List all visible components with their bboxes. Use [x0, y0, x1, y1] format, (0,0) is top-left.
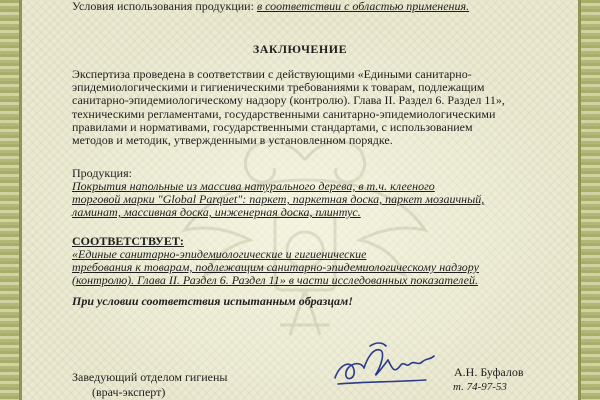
terms-label: Условия использования продукции: [72, 0, 254, 13]
terms-of-use-line [72, 0, 542, 13]
expertise-paragraph [72, 68, 523, 147]
condition-note: При условии соответствия испытанным образцам! [72, 294, 353, 308]
product-line: ламинат, массивная доска, инженерная доска, плинтус. [72, 205, 361, 219]
expertise-line: методов и методик, утвержденными в установленном порядке. [72, 133, 393, 148]
signatory-name: А.Н. Буфалов [454, 365, 524, 379]
conforms-label: СООТВЕТСТВУЕТ: [72, 234, 184, 248]
conforms-line: требования к товарам, подлежащим санитарно-эпидемиологическому надзору [72, 260, 479, 274]
expertise-line: Экспертиза проведена в соответствии с действующими «Едиными санитарно- [72, 67, 472, 81]
terms-value: в соответствии с областью применения. [256, 0, 470, 13]
product-line: торговой марки "Global Parquet": паркет, паркетная доска, паркет мозаичный, [72, 192, 485, 206]
expertise-line: санитарно-эпидемиологическому надзору (контролю). Глава II. Раздел 6. Раздел 11», [72, 93, 505, 108]
signatory-position-role: (врач-эксперт) [92, 385, 166, 399]
conforms-block [72, 235, 502, 287]
right-ornamental-border [578, 0, 600, 400]
signatory-position: Заведующий отделом гигиены [72, 370, 228, 384]
product-label: Продукция: [72, 166, 132, 180]
product-block [72, 167, 512, 219]
conforms-line: (контролю). Глава II. Раздел 6. Раздел 11» в части исследованных показателей. [72, 273, 478, 287]
expertise-line: правилами и нормативами, государственными стандартами, с использованием [72, 119, 473, 134]
left-ornamental-border [0, 0, 22, 400]
conclusion-heading: ЗАКЛЮЧЕНИЕ [252, 42, 348, 56]
signatory-phone: т. 74-97-53 [453, 381, 507, 393]
handwritten-signature [330, 338, 440, 400]
product-first-line [72, 167, 512, 193]
expertise-line: эпидемиологическими и гигиеническими требованиями к товарам, подлежащим [72, 80, 485, 95]
expertise-line: техническими регламентами, государственными санитарно-эпидемиологическими [72, 106, 496, 121]
conforms-line: «Единые санитарно-эпидемиологические и гигиенические [72, 247, 367, 261]
conforms-first-line [72, 235, 502, 261]
product-line: Покрытия напольные из массива натурального дерева, в т.ч. клееного [72, 179, 435, 193]
